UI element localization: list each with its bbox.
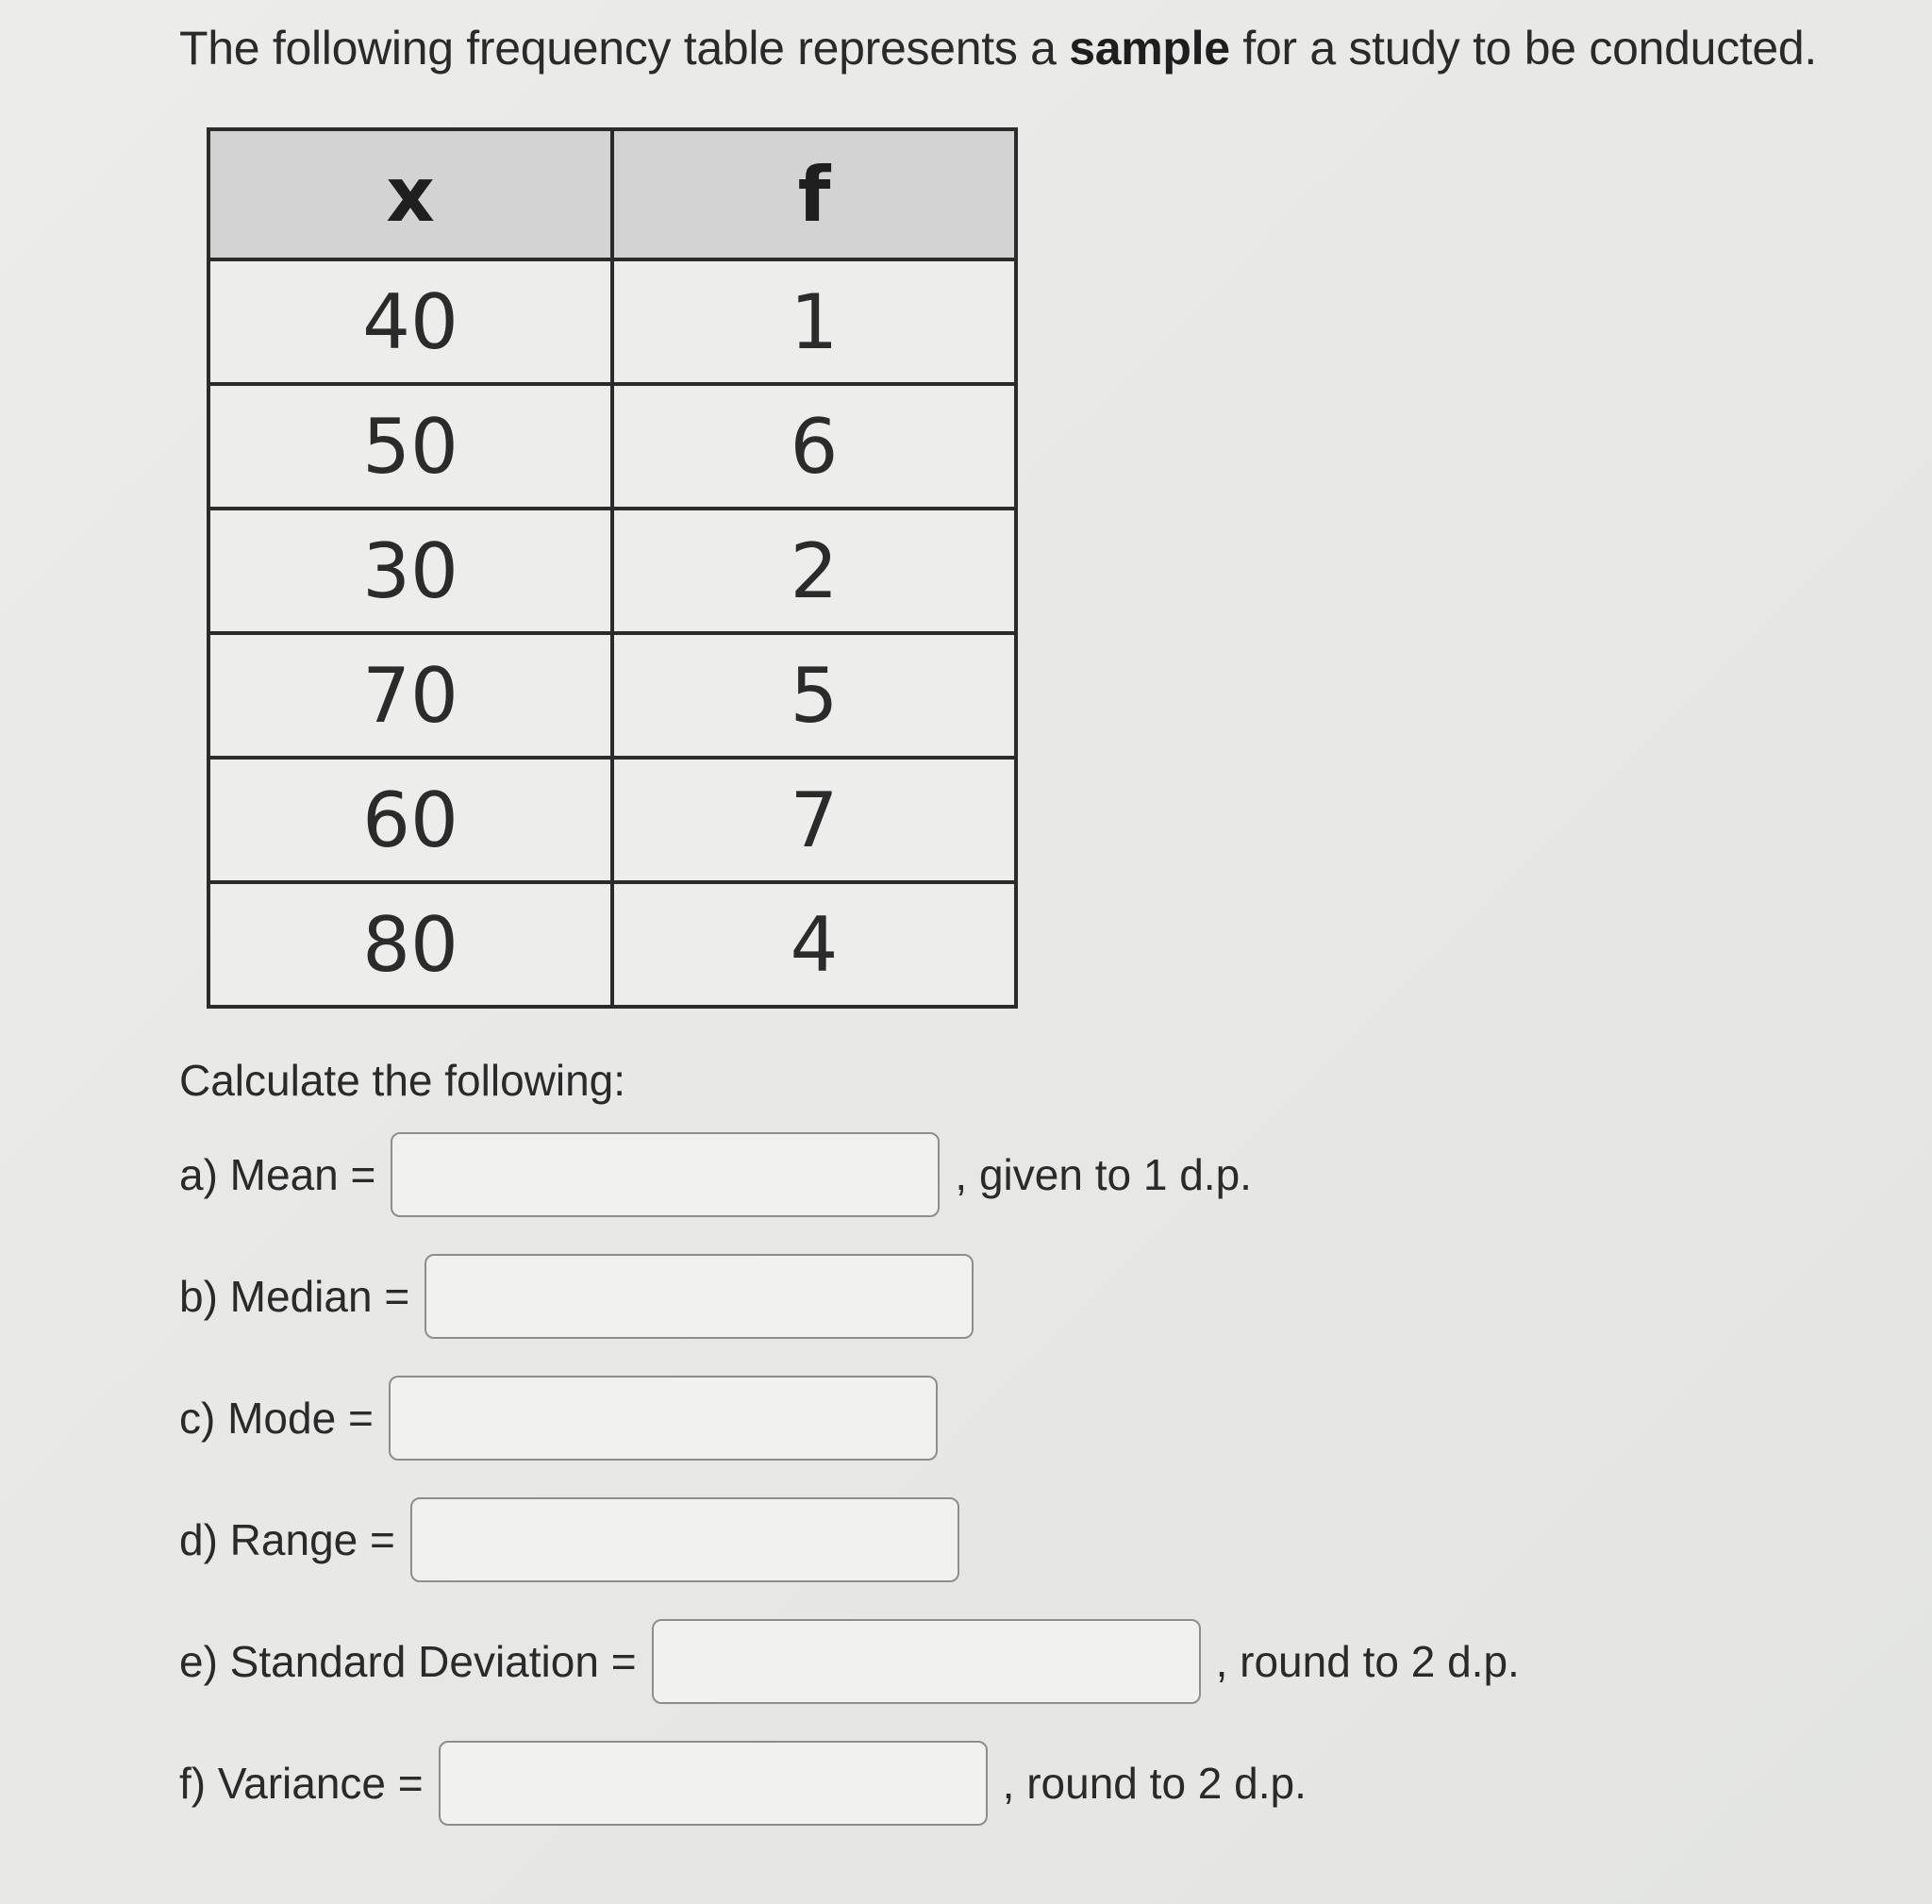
variance-row: [179, 1741, 1307, 1826]
cell-f: 7: [612, 758, 1016, 882]
cell-f: 5: [612, 633, 1016, 758]
mode-row: [179, 1376, 938, 1461]
cell-f: 2: [612, 509, 1016, 633]
cell-x: 70: [208, 633, 612, 758]
mean-input[interactable]: [391, 1132, 940, 1217]
question-prompt: [179, 21, 1817, 75]
table-row: [208, 259, 1016, 384]
cell-f: 4: [612, 882, 1016, 1007]
range-label: d) Range =: [179, 1515, 395, 1564]
range-row: [179, 1497, 959, 1582]
cell-x: 60: [208, 758, 612, 882]
cell-x: 50: [208, 384, 612, 509]
header-x: x: [208, 129, 612, 259]
mean-row: [179, 1132, 1252, 1217]
calculate-heading: Calculate the following:: [179, 1056, 626, 1105]
table-row: [208, 758, 1016, 882]
median-label: b) Median =: [179, 1272, 410, 1321]
variance-input[interactable]: [439, 1741, 988, 1826]
prompt-emphasis-sample: sample: [1069, 22, 1230, 75]
median-row: [179, 1254, 974, 1339]
mode-label: c) Mode =: [179, 1394, 374, 1443]
cell-x: 40: [208, 259, 612, 384]
table-row: [208, 509, 1016, 633]
mode-input[interactable]: [389, 1376, 938, 1461]
prompt-text-start: The following frequency table represents a: [179, 22, 1070, 75]
mean-precision-note: , given to 1 d.p.: [955, 1150, 1252, 1199]
table-row: [208, 633, 1016, 758]
standard-deviation-label: e) Standard Deviation =: [179, 1637, 637, 1686]
table-row: [208, 384, 1016, 509]
standard-deviation-input[interactable]: [652, 1619, 1201, 1704]
prompt-text-end: for a study to be conducted.: [1229, 22, 1817, 75]
standard-deviation-precision-note: , round to 2 d.p.: [1215, 1637, 1520, 1686]
table-header-row: [208, 129, 1016, 259]
variance-label: f) Variance =: [179, 1759, 424, 1808]
mean-label: a) Mean =: [179, 1150, 376, 1199]
cell-f: 6: [612, 384, 1016, 509]
median-input[interactable]: [425, 1254, 974, 1339]
cell-f: 1: [612, 259, 1016, 384]
cell-x: 80: [208, 882, 612, 1007]
header-f: f: [612, 129, 1016, 259]
cell-x: 30: [208, 509, 612, 633]
range-input[interactable]: [410, 1497, 959, 1582]
frequency-table: [207, 127, 1018, 1009]
variance-precision-note: , round to 2 d.p.: [1002, 1759, 1307, 1808]
standard-deviation-row: [179, 1619, 1520, 1704]
table-row: [208, 882, 1016, 1007]
